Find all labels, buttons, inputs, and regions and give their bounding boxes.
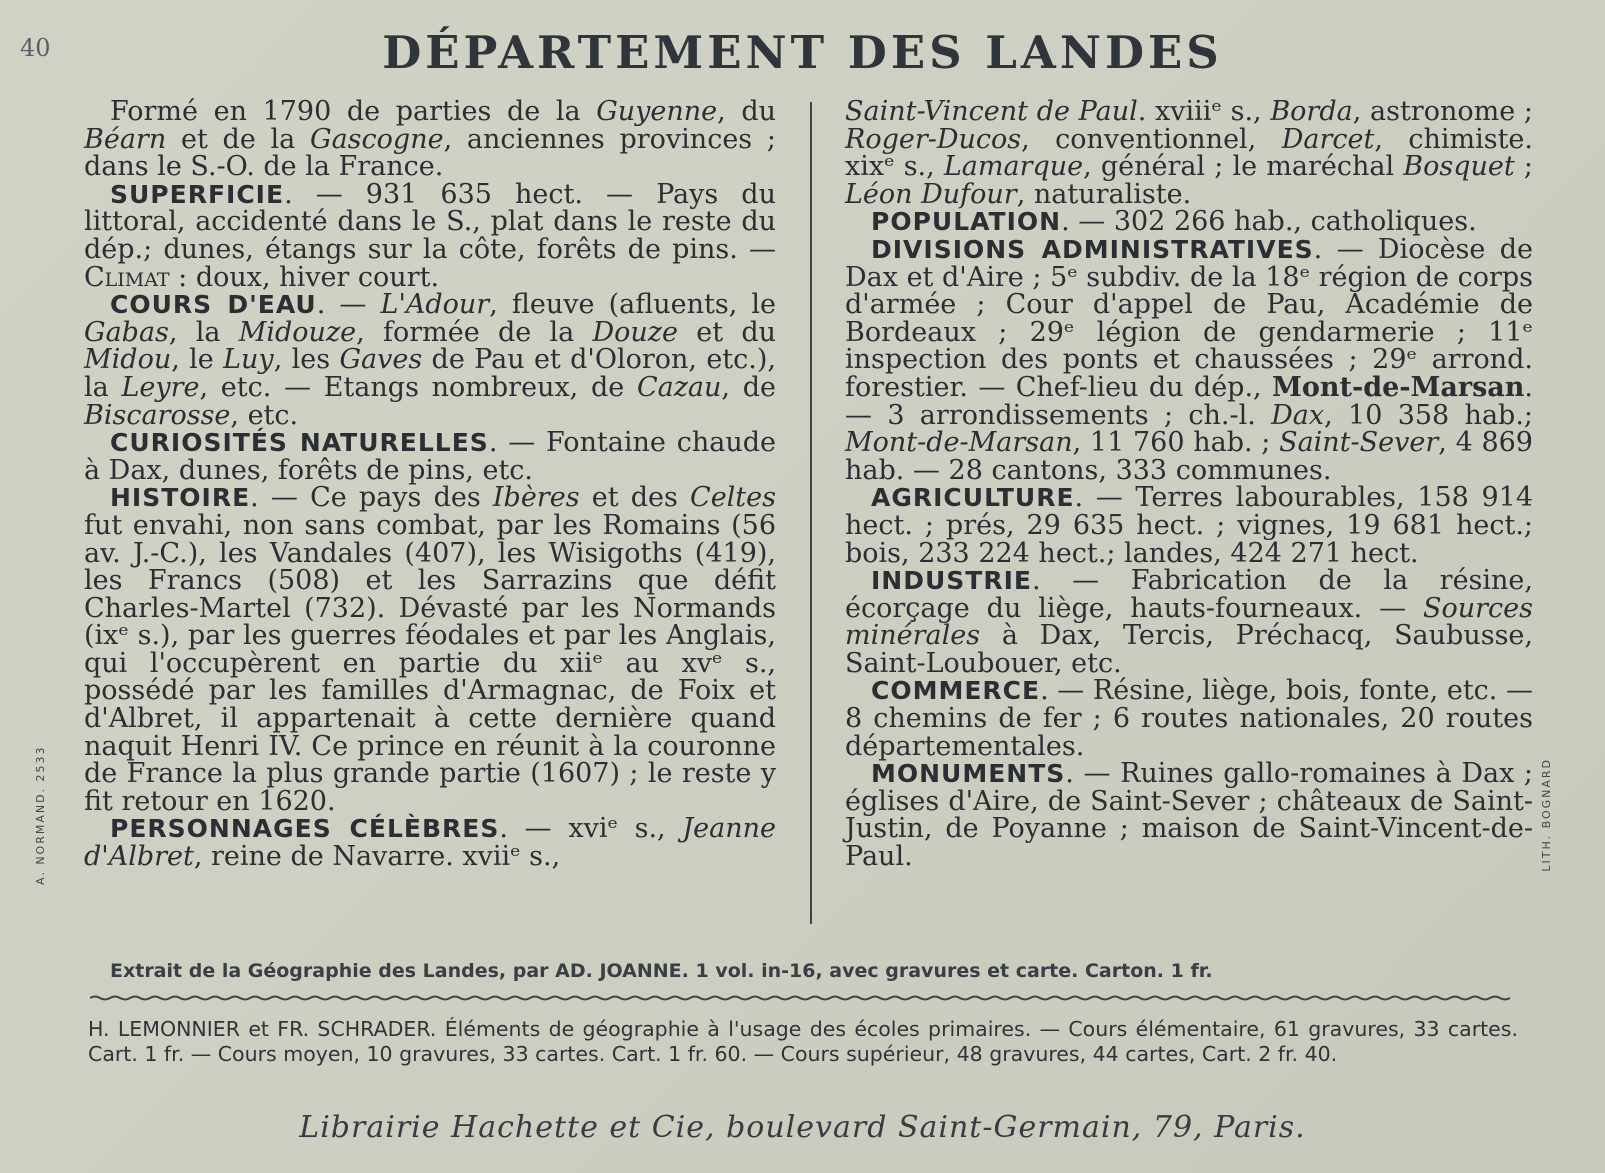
section-text: . — (316, 289, 381, 321)
section-text: , conventionnel, (1021, 123, 1282, 155)
section-text: Jeanne d'Albret (84, 813, 776, 873)
section-text: Midouze (238, 316, 357, 348)
section-heading: DIVISIONS ADMINISTRATIVES (871, 234, 1314, 264)
section-text: Ibères (492, 482, 580, 514)
section-text: Saint-Sever (1279, 427, 1439, 459)
section-text: , 10 358 hab.; (1324, 399, 1533, 431)
section-text: Roger-Ducos (845, 123, 1022, 155)
section-text: , etc. (230, 399, 299, 431)
monuments-paragraph (845, 758, 1533, 873)
section-text: Gaves (339, 344, 423, 376)
section-subheading: Climat (84, 261, 170, 293)
section-text: , 11 760 hab. ; (1072, 427, 1280, 459)
section-text: Midou (84, 344, 172, 376)
section-heading: AGRICULTURE (871, 483, 1075, 513)
section-text: , général ; le maréchal (1083, 151, 1404, 183)
section-text: . — Résine, liège, bois, fonte, etc. — 8 chemins de fer ; 6 routes nationales, 20 routes départementales. (845, 675, 1533, 762)
section-text: , fleuve (afluents, le (489, 289, 776, 321)
section-text: Biscarosse (84, 399, 231, 431)
section-heading: CURIOSITÉS NATURELLES (110, 428, 489, 458)
section-text: Gabas (84, 316, 169, 348)
section-text: . — Fabrication de la résine, écorçage du liège, hauts-fourneaux. — (845, 565, 1533, 624)
section-text: , les (273, 344, 340, 376)
section-text: Bosquet (1403, 151, 1515, 183)
section-text: Saint-Vincent de Paul (845, 96, 1138, 127)
section-text: Sources minérales (845, 592, 1533, 652)
agriculture-paragraph (845, 484, 1533, 567)
divisions-paragraph (845, 233, 1533, 486)
section-text: Mont-de-Marsan (1272, 371, 1525, 403)
section-text: fut envahi, non sans combat, par les Romains (56 av. J.-C.), les Vandales (407), les Wisigoths (419), les Francs (508) et les Sarrazins que défit Charles-Martel (732). Dévasté par les Normands (ixᵉ s.), par les guerres féodales et par les Anglais, qui l'occupèrent en partie du xiiᵉ au xvᵉ s., possédé par les familles d'Armagnac, de Foix et d'Albret, il appartenait à cette dernière quand naquit Henri IV. Ce prince en réunit à la couronne de France la plus grande partie (1607) ; le reste y fit retour en 1620. (84, 509, 776, 817)
lemonnier-note: H. LEMONNIER et FR. SCHRADER. Éléments de géographie à l'usage des écoles primaires. — Cours élémentaire, 61 gravures, 33 cartes. Cart. 1 fr. — Cours moyen, 10 gravures, 33 cartes. Cart. 1 fr. 60. — Cours supérieur, 48 gravures, 44 cartes, Cart. 2 fr. 40. (88, 1017, 1518, 1066)
section-text: . — 302 266 hab., catholiques. (1061, 206, 1477, 238)
section-heading: PERSONNAGES CÉLÈBRES (110, 814, 500, 844)
section-text: ; (1514, 151, 1533, 183)
section-text: Lamarque (943, 151, 1084, 183)
section-heading: POPULATION (871, 207, 1062, 237)
commerce-paragraph (845, 677, 1533, 760)
industrie-paragraph (845, 567, 1533, 677)
section-text: de Pau et d'Oloron, etc.), la (84, 344, 776, 403)
intro-text: et de la (166, 123, 311, 155)
personnages-paragraph (84, 813, 776, 873)
section-text: , de (721, 371, 776, 403)
section-heading: HISTOIRE (110, 483, 251, 513)
section-text: Darcet (1281, 123, 1375, 155)
section-text: , astronome ; (1352, 96, 1533, 127)
intro-text: Guyenne (596, 96, 718, 127)
intro-text: , du (717, 96, 776, 127)
section-heading: COMMERCE (871, 676, 1041, 706)
cours-paragraph (84, 291, 776, 429)
section-text: . — Ruines gallo-romaines à Dax ; églises d'Aire, de Saint-Sever ; châteaux de Saint-Justin, de Poyanne ; maison de Saint-Vincent-de-Paul. (845, 758, 1533, 873)
section-text: Dax (1271, 399, 1325, 431)
column-divider (810, 102, 812, 924)
superficie-paragraph (84, 178, 776, 293)
population-paragraph (845, 208, 1533, 236)
curiosites-paragraph (84, 429, 776, 484)
section-text: Celtes (690, 482, 776, 514)
section-text: , reine de Navarre. xviiᵉ s., (193, 841, 561, 873)
section-text: à Dax, Tercis, Préchacq, Saubusse, Saint-Loubouer, etc. (845, 620, 1533, 679)
section-text: et du (677, 316, 776, 348)
section-text: : doux, hiver court. (169, 261, 440, 293)
section-heading: COURS D'EAU (110, 290, 317, 320)
page-title: DÉPARTEMENT DES LANDES (382, 26, 1223, 79)
section-heading: MONUMENTS (871, 759, 1066, 789)
section-text: . — 3 arrondissements ; ch.-l. (845, 371, 1533, 431)
intro-text: Béarn (84, 123, 167, 155)
section-text: . — Ce pays des (250, 482, 493, 514)
section-text: . xviiiᵉ s., (1137, 96, 1271, 127)
intro-text: , anciennes provinces ; dans le S.-O. de la France. (84, 123, 776, 183)
section-text: Mont-de-Marsan (845, 427, 1073, 459)
section-text: , naturaliste. (1016, 178, 1192, 210)
intro-text: Formé en 1790 de parties de la (110, 96, 597, 127)
intro-text: Gascogne (310, 123, 444, 155)
right-column (845, 98, 1533, 871)
section-text: , la (168, 316, 239, 348)
section-text: . — xviᵉ s., (499, 813, 683, 845)
intro-paragraph (84, 98, 776, 181)
left-column (84, 98, 776, 871)
section-text: Douze (592, 316, 678, 348)
section-text: Léon Dufour (845, 178, 1017, 210)
printer-credit-right: LITH. BOGNARD (1540, 758, 1553, 872)
extract-note: Extrait de la Géographie des Landes, par AD. JOANNE. 1 vol. in-16, avec gravures et carte. Carton. 1 fr. (110, 960, 1213, 982)
section-text: , chimiste. xixᵉ s., (845, 123, 1533, 183)
personnages-continued (845, 98, 1533, 208)
section-text: Borda (1270, 96, 1353, 127)
section-text: . — Terres labourables, 158 914 hect. ; prés, 29 635 hect. ; vignes, 19 681 hect.; bois, 233 224 hect.; landes, 424 271 hect. (845, 482, 1533, 569)
section-text: , 4 869 hab. — 28 cantons, 333 communes. (845, 427, 1533, 486)
wavy-rule (90, 995, 1515, 1001)
section-text: et des (579, 482, 691, 514)
section-text: L'Adour (380, 289, 490, 321)
section-text: , etc. — Etangs nombreux, de (199, 371, 637, 403)
section-text: . — Fontaine chaude à Dax, dunes, forêts de pins, etc. (84, 427, 776, 486)
printer-credit-left: A. NORMAND. 2533 (34, 745, 47, 885)
section-text: . — Diocèse de Dax et d'Aire ; 5ᵉ subdiv. de la 18ᵉ région de corps d'armée ; Cour d'appel de Pau, Académie de Bordeaux ; 29ᵉ légion de gendarmerie ; 11ᵉ inspection des ponts et chaussées ; 29ᵉ arrond. forestier. — Chef-lieu du dép., (845, 233, 1533, 403)
histoire-paragraph (84, 484, 776, 815)
section-text: , le (171, 344, 224, 376)
section-text: Leyre (121, 371, 200, 403)
publisher-line: Librairie Hachette et Cie, boulevard Saint-Germain, 79, Paris. (299, 1110, 1306, 1145)
section-text: . — 931 635 hect. — Pays du littoral, accidenté dans le S., plat dans le reste du dép.; dunes, étangs sur la côte, forêts de pins. — (84, 178, 776, 265)
page-number: 40 (20, 34, 51, 62)
section-heading: INDUSTRIE (871, 566, 1032, 596)
section-heading: SUPERFICIE (110, 179, 285, 209)
section-text: , formée de la (356, 316, 593, 348)
section-text: Luy (223, 344, 274, 376)
section-text: Cazau (636, 371, 722, 403)
